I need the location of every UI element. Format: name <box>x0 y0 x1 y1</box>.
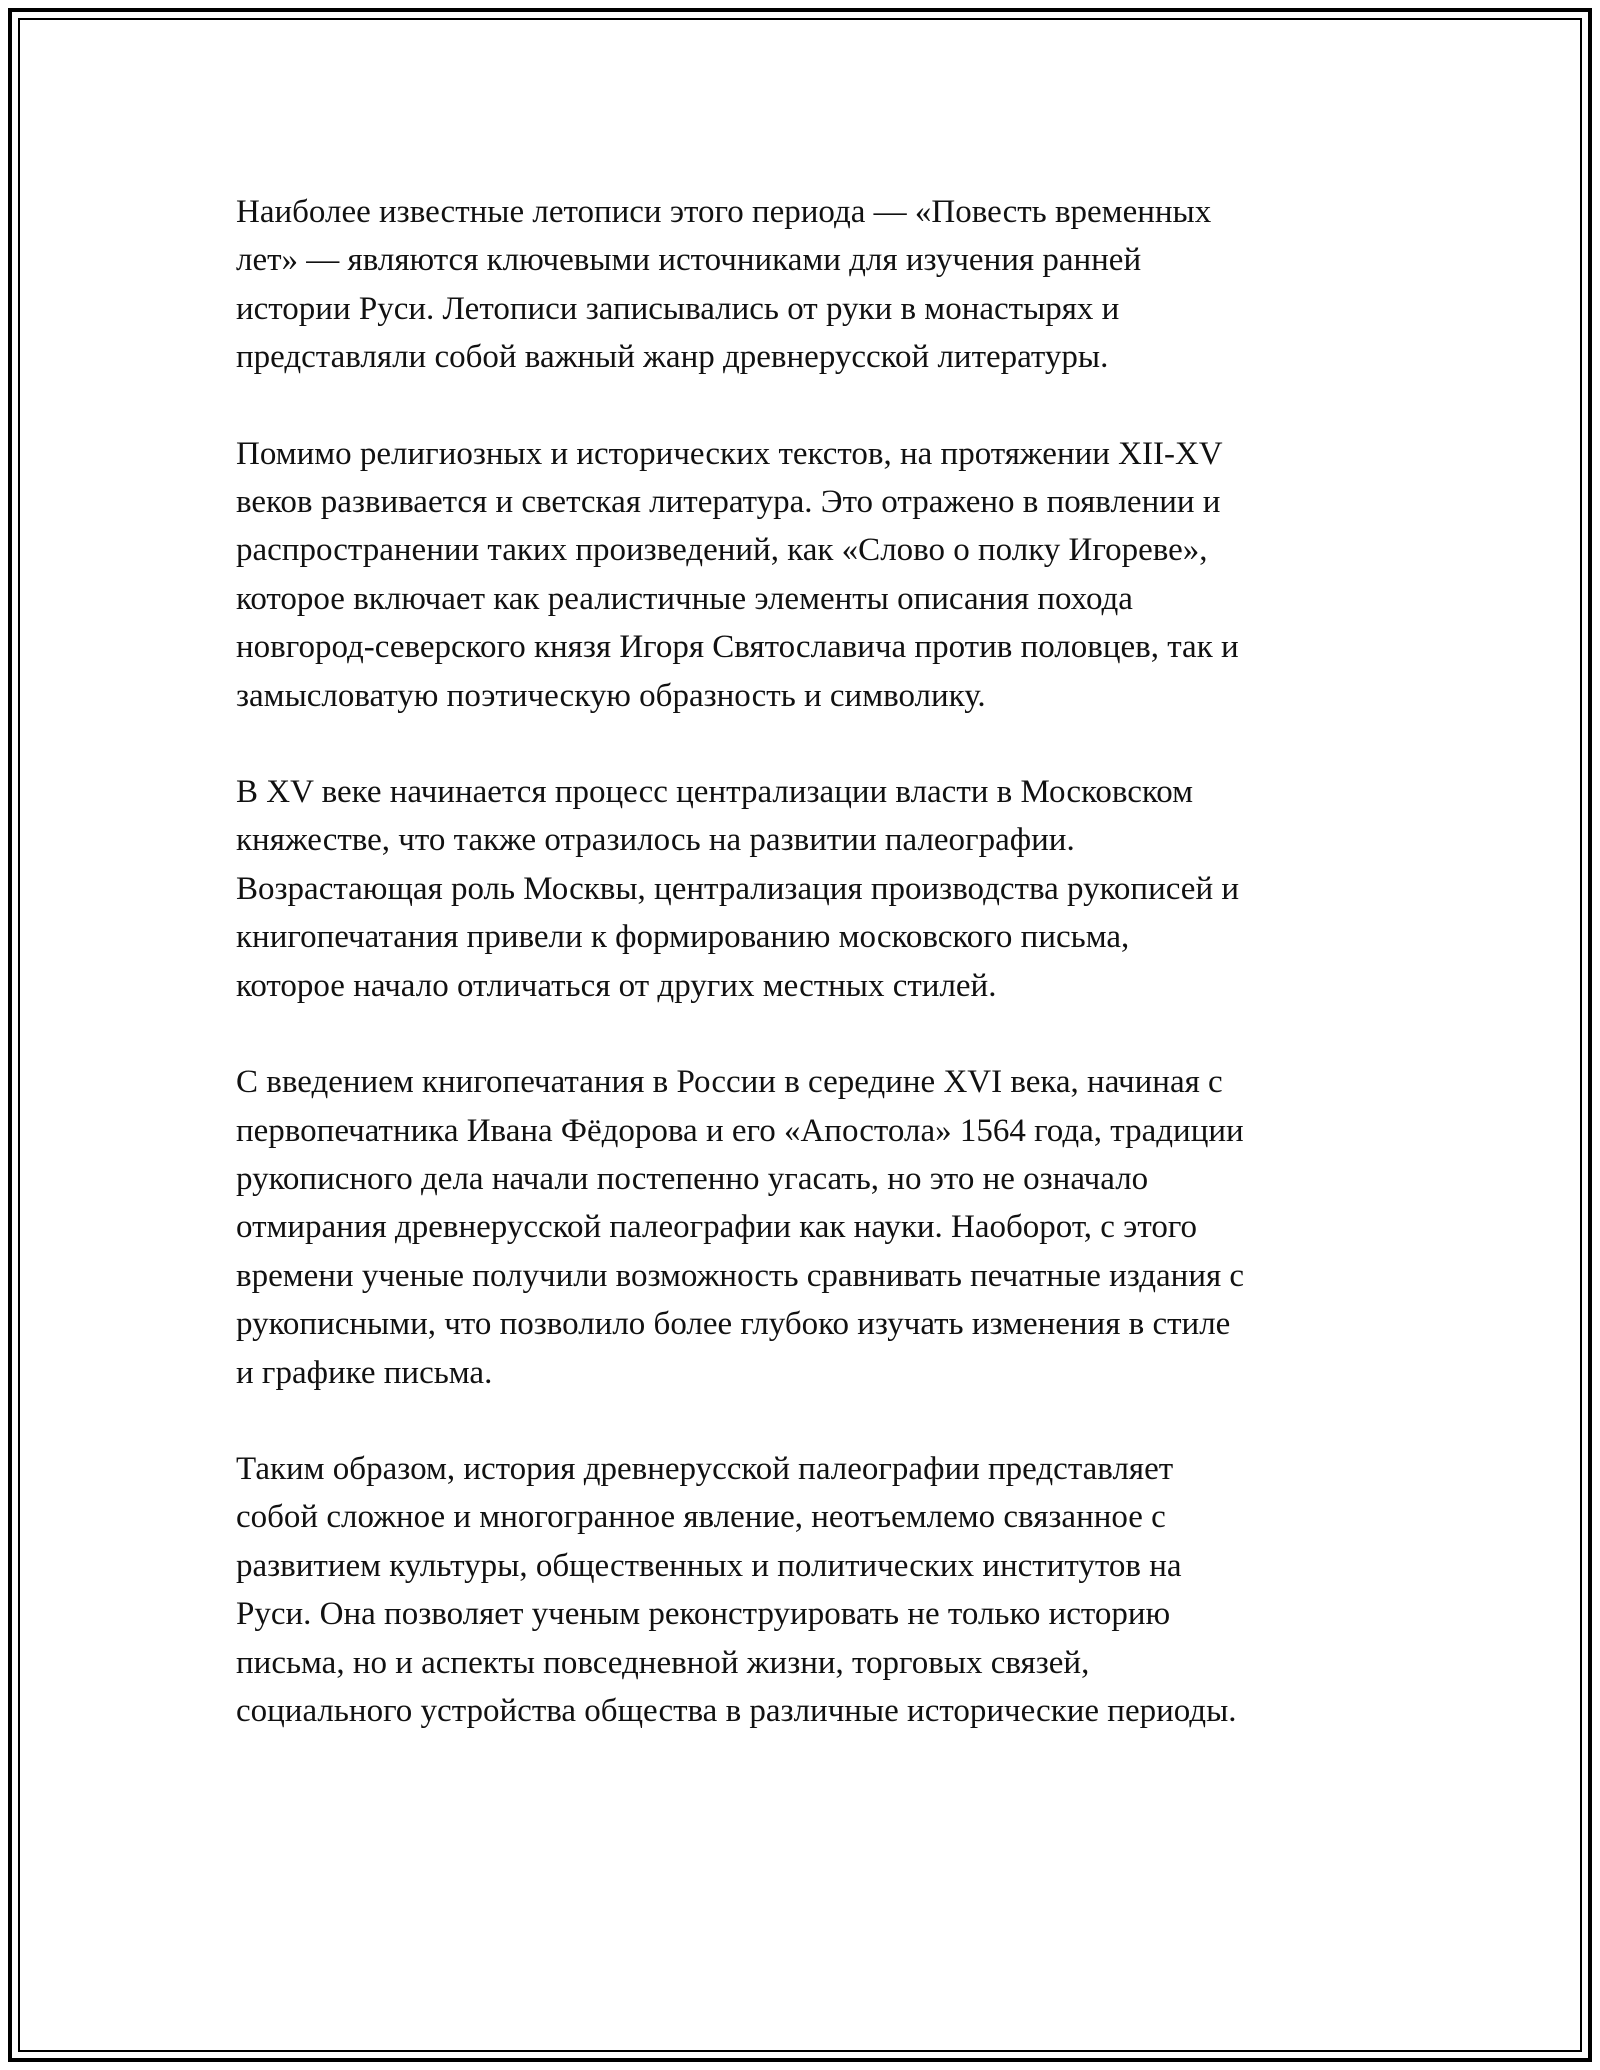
text-line: и графике письма. <box>236 1354 493 1391</box>
text-line: Таким образом, история древнерусской палеографии представляет <box>236 1450 1174 1487</box>
text-line: времени ученые получили возможность сравнивать печатные издания с <box>236 1257 1245 1294</box>
text-line: рукописными, что позволило более глубоко изучать изменения в стиле <box>236 1306 1231 1343</box>
text-line: отмирания древнерусской палеографии как науки. Наоборот, с этого <box>236 1209 1198 1246</box>
text-line: новгород-северского князя Игоря Святославича против половцев, так и <box>236 629 1239 666</box>
paragraph-2 <box>236 430 1366 720</box>
text-line: Наиболее известные летописи этого периода — «Повесть временных <box>236 194 1212 230</box>
text-line: лет» — являются ключевыми источниками для изучения ранней <box>236 242 1142 279</box>
text-line: которое включает как реалистичные элементы описания похода <box>236 580 1133 617</box>
paragraph-5 <box>236 1445 1366 1735</box>
paragraph-1 <box>236 188 1366 382</box>
text-line: книгопечатания привели к формированию московского письма, <box>236 919 1130 956</box>
text-line: рукописного дела начали постепенно угасать, но это не означало <box>236 1160 1149 1197</box>
paragraph-4 <box>236 1058 1366 1397</box>
paragraph-3 <box>236 768 1366 1010</box>
text-line: представляли собой важный жанр древнерусской литературы. <box>236 339 1109 376</box>
text-line: социального устройства общества в различные исторические периоды. <box>236 1692 1237 1729</box>
text-line: В XV веке начинается процесс централизации власти в Московском <box>236 774 1193 811</box>
text-line: княжестве, что также отразилось на развитии палеографии. <box>236 822 1075 859</box>
text-line: собой сложное и многогранное явление, неотъемлемо связанное с <box>236 1499 1166 1536</box>
text-line: которое начало отличаться от других местных стилей. <box>236 967 997 1004</box>
text-line: письма, но и аспекты повседневной жизни, торговых связей, <box>236 1644 1090 1681</box>
text-line: развитием культуры, общественных и политических институтов на <box>236 1547 1182 1584</box>
text-line: первопечатника Ивана Фёдорова и его «Апостола» 1564 года, традиции <box>236 1112 1244 1149</box>
text-line: Помимо религиозных и исторических текстов, на протяжении XII-XV <box>236 435 1223 472</box>
text-line: замысловатую поэтическую образность и символику. <box>236 677 986 714</box>
text-line: Руси. Она позволяет ученым реконструировать не только историю <box>236 1596 1171 1633</box>
text-line: распространении таких произведений, как «Слово о полку Игореве», <box>236 532 1208 569</box>
text-line: С введением книгопечатания в России в середине XVI века, начиная с <box>236 1064 1223 1101</box>
text-line: истории Руси. Летописи записывались от руки в монастырях и <box>236 290 1120 327</box>
text-line: веков развивается и светская литература. Это отражено в появлении и <box>236 484 1221 521</box>
text-line: Возрастающая роль Москвы, централизация производства рукописей и <box>236 870 1240 907</box>
document-body <box>236 188 1366 1783</box>
